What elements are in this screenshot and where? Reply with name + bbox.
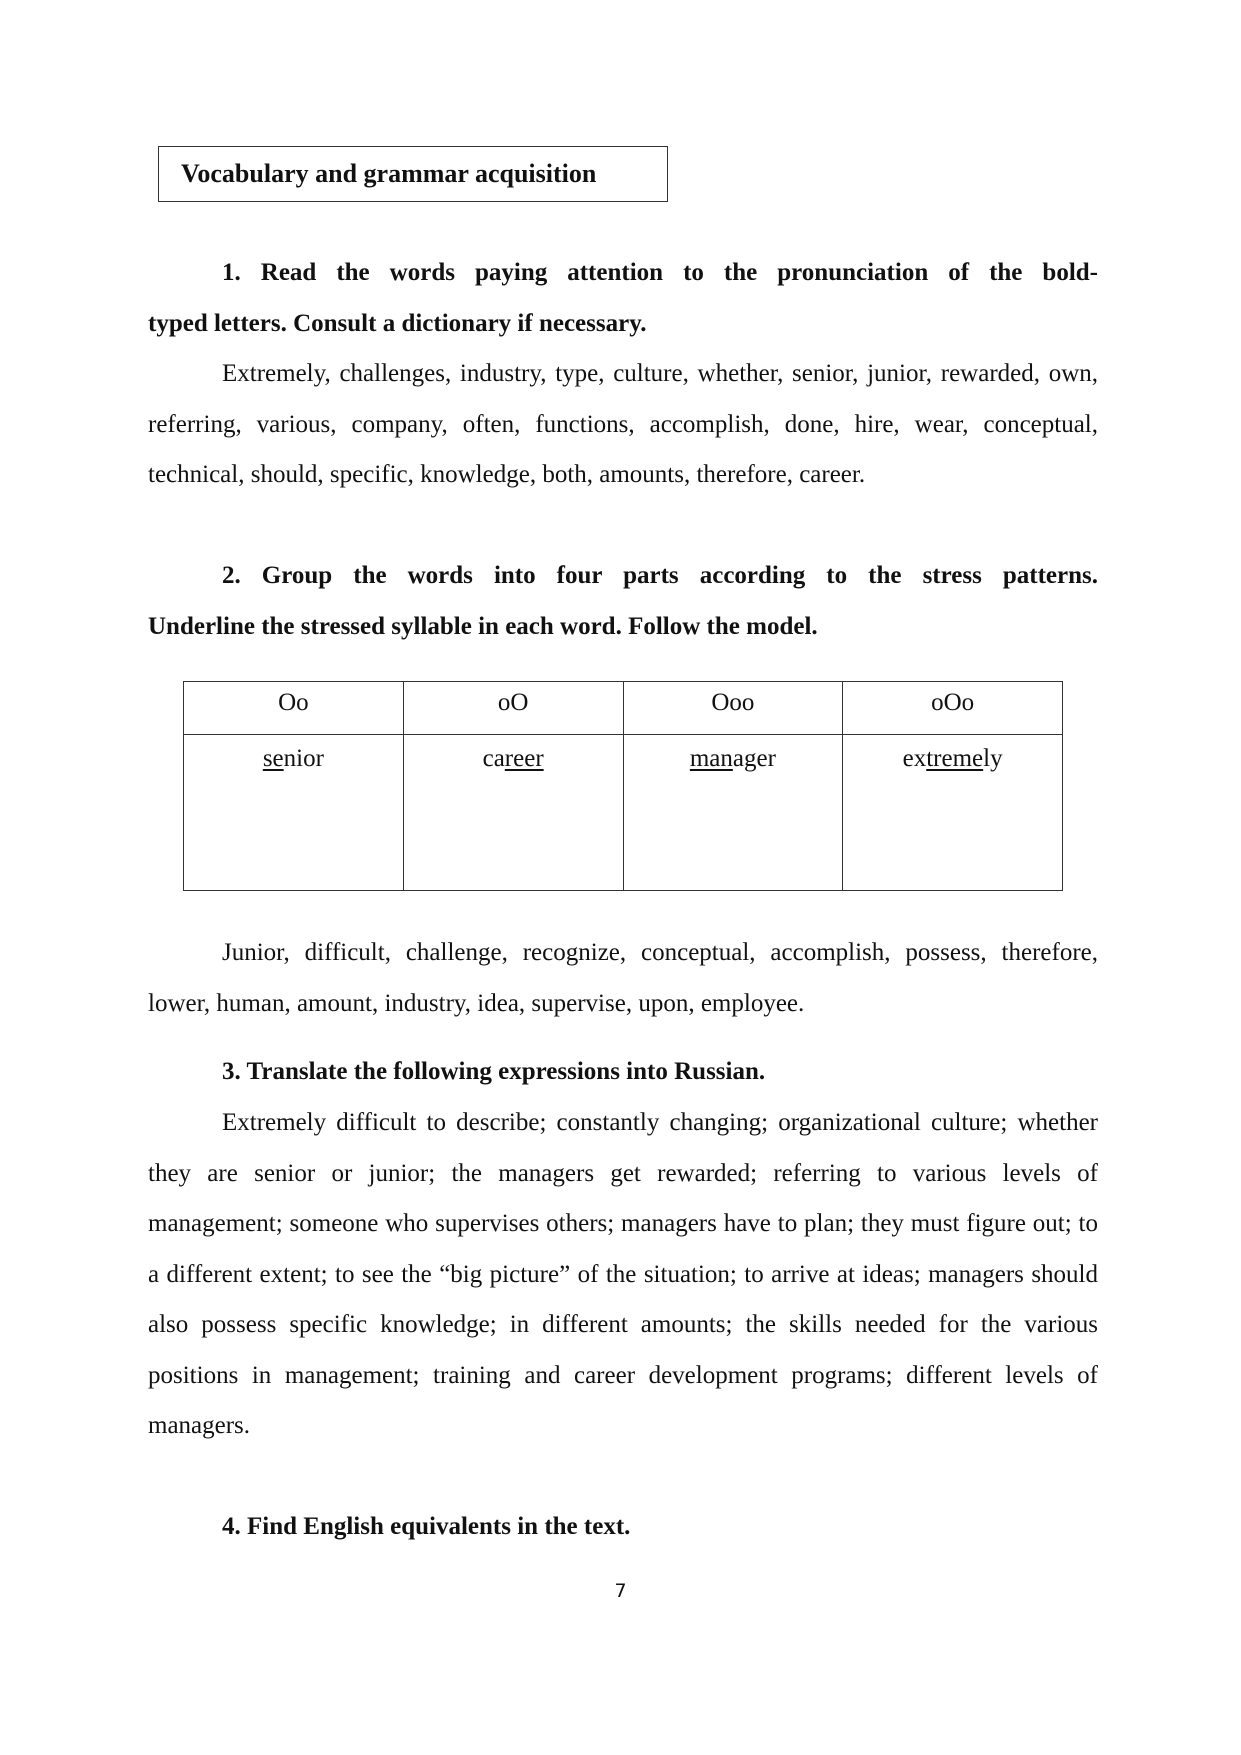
task1-words: Extremely, challenges, industry, type, culture, whether, senior, junior, rewarded, own, referring, various, company, often, functions, accomplish, done, hire, wear, conceptual, technical, should, specific, knowledge, both, amounts, therefore, career. [148,360,1098,488]
task2-title [148,551,1098,652]
task1-title-line1: 1. Read the words paying attention to the pronunciation of the bold- [222,259,1098,286]
task1-title [148,248,1098,349]
table-example-row [184,735,1063,891]
table-example-cell: manager [623,735,843,891]
table-header-cell: oOo [843,682,1063,735]
stressed-syllable: treme [926,745,984,772]
table-header-row [184,682,1063,735]
table-example-cell: senior [184,735,404,891]
section-title: Vocabulary and grammar acquisition [181,159,597,188]
task4-title: 4. Find English equivalents in the text. [222,1513,631,1540]
section-title-box [158,146,668,202]
task2-title-line2: Underline the stressed syllable in each word. Follow the model. [148,612,818,640]
stress-pattern-table [183,681,1063,891]
task2-words: Junior, difficult, challenge, recognize, conceptual, accomplish, possess, therefore, lower, human, amount, industry, idea, supervise, upon, employee. [148,939,1098,1017]
stressed-syllable: reer [504,745,544,772]
page-number: 7 [614,1580,627,1602]
task1-title-line2: typed letters. Consult a dictionary if necessary. [148,309,647,337]
task3-text: Extremely difficult to describe; constantly changing; organizational culture; whether they are senior or junior; the managers get rewarded; referring to various levels of management; someone who supervises others; managers have to plan; they must figure out; to a different extent; to see the “big picture” of the situation; to arrive at ideas; managers should also possess specific knowledge; in different amounts; the skills needed for the various positions in management; training and career development programs; different levels of managers. [148,1109,1098,1439]
table-header-cell: oO [403,682,623,735]
task2-title-line1: 2. Group the words into four parts according to the stress patterns. [222,562,1098,589]
stressed-syllable: man [689,745,733,772]
table-header-cell: Ooo [623,682,843,735]
table-example-cell: career [403,735,623,891]
table-header-cell: Oo [184,682,404,735]
table-example-cell: extremely [843,735,1063,891]
stressed-syllable: se [262,745,284,772]
task3-title: 3. Translate the following expressions into Russian. [222,1058,766,1085]
